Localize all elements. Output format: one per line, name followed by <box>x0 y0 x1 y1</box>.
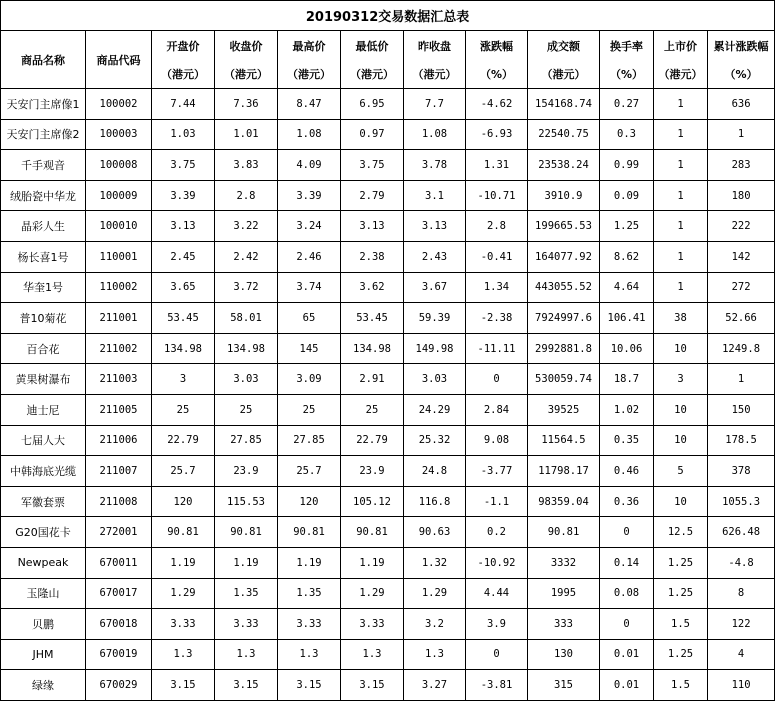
cell-value: 3.33 <box>152 609 215 640</box>
cell-value: 272 <box>708 272 775 303</box>
cell-value: 3.67 <box>404 272 466 303</box>
cell-value: 110 <box>708 670 775 701</box>
cell-value: 25 <box>152 394 215 425</box>
cell-value: 3.27 <box>404 670 466 701</box>
cell-code: 272001 <box>86 517 152 548</box>
cell-code: 670011 <box>86 547 152 578</box>
cell-value: 1.29 <box>152 578 215 609</box>
cell-value: 3.74 <box>278 272 341 303</box>
cell-value: 315 <box>528 670 600 701</box>
cell-value: 154168.74 <box>528 89 600 120</box>
cell-code: 100009 <box>86 180 152 211</box>
cell-value: 0 <box>600 609 654 640</box>
cell-name: 天安门主席像1 <box>1 89 86 120</box>
header-label: 涨跌幅 <box>466 31 528 61</box>
cell-value: 283 <box>708 150 775 181</box>
cell-value: 0.08 <box>600 578 654 609</box>
cell-code: 110002 <box>86 272 152 303</box>
cell-value: 4.64 <box>600 272 654 303</box>
table-row <box>1 180 775 211</box>
table-row <box>1 639 775 670</box>
cell-value: 0.2 <box>466 517 528 548</box>
cell-value: 333 <box>528 609 600 640</box>
cell-value: 3.2 <box>404 609 466 640</box>
cell-value: 3 <box>654 364 708 395</box>
cell-value: 23.9 <box>341 456 404 487</box>
cell-value: 1.25 <box>654 578 708 609</box>
header-unit: （港元） <box>215 60 278 89</box>
cell-value: 0.01 <box>600 639 654 670</box>
cell-value: 3.33 <box>341 609 404 640</box>
cell-value: 90.63 <box>404 517 466 548</box>
cell-value: 443055.52 <box>528 272 600 303</box>
cell-value: 90.81 <box>341 517 404 548</box>
cell-value: 90.81 <box>528 517 600 548</box>
cell-value: 90.81 <box>152 517 215 548</box>
cell-value: 134.98 <box>215 333 278 364</box>
table-row <box>1 89 775 120</box>
cell-code: 211006 <box>86 425 152 456</box>
cell-value: 3.78 <box>404 150 466 181</box>
cell-code: 211002 <box>86 333 152 364</box>
cell-value: 1.19 <box>215 547 278 578</box>
cell-value: 22540.75 <box>528 119 600 150</box>
cell-value: 1.25 <box>600 211 654 242</box>
cell-code: 211003 <box>86 364 152 395</box>
cell-value: 65 <box>278 303 341 334</box>
cell-value: 1 <box>654 272 708 303</box>
cell-value: 2.45 <box>152 241 215 272</box>
cell-name: 杨长喜1号 <box>1 241 86 272</box>
cell-name: 迪士尼 <box>1 394 86 425</box>
cell-value: 24.8 <box>404 456 466 487</box>
cell-value: 3.72 <box>215 272 278 303</box>
cell-value: 25.32 <box>404 425 466 456</box>
cell-value: 10.06 <box>600 333 654 364</box>
cell-value: 120 <box>152 486 215 517</box>
cell-value: 1 <box>654 241 708 272</box>
cell-code: 211005 <box>86 394 152 425</box>
cell-value: 1.3 <box>278 639 341 670</box>
cell-value: 2.84 <box>466 394 528 425</box>
cell-value: 106.41 <box>600 303 654 334</box>
cell-name: 千手观音 <box>1 150 86 181</box>
cell-value: 7.44 <box>152 89 215 120</box>
cell-value: 626.48 <box>708 517 775 548</box>
cell-name: 华奎1号 <box>1 272 86 303</box>
cell-value: 2.42 <box>215 241 278 272</box>
cell-value: 23.9 <box>215 456 278 487</box>
cell-value: 6.95 <box>341 89 404 120</box>
cell-value: 3.75 <box>152 150 215 181</box>
cell-value: 39525 <box>528 394 600 425</box>
cell-value: 1.3 <box>215 639 278 670</box>
table-row <box>1 547 775 578</box>
cell-value: 8 <box>708 578 775 609</box>
cell-value: 4 <box>708 639 775 670</box>
cell-value: 90.81 <box>278 517 341 548</box>
cell-code: 670017 <box>86 578 152 609</box>
cell-value: 1.5 <box>654 609 708 640</box>
cell-value: 53.45 <box>341 303 404 334</box>
cell-value: 3.39 <box>152 180 215 211</box>
table-row <box>1 609 775 640</box>
cell-value: -1.1 <box>466 486 528 517</box>
cell-value: 3.1 <box>404 180 466 211</box>
cell-value: 1249.8 <box>708 333 775 364</box>
cell-value: 25 <box>215 394 278 425</box>
header-label: 上市价 <box>654 31 708 61</box>
cell-code: 100008 <box>86 150 152 181</box>
cell-value: 25.7 <box>278 456 341 487</box>
cell-name: G20国花卡 <box>1 517 86 548</box>
cell-value: 3.15 <box>152 670 215 701</box>
table-row <box>1 456 775 487</box>
cell-code: 670029 <box>86 670 152 701</box>
cell-value: -11.11 <box>466 333 528 364</box>
cell-value: 8.47 <box>278 89 341 120</box>
cell-value: 3.15 <box>278 670 341 701</box>
cell-value: 1.19 <box>152 547 215 578</box>
header-label: 昨收盘 <box>404 31 466 61</box>
table-row <box>1 670 775 701</box>
cell-value: 178.5 <box>708 425 775 456</box>
cell-value: 52.66 <box>708 303 775 334</box>
cell-value: -3.81 <box>466 670 528 701</box>
header-code: 商品代码 <box>86 31 152 89</box>
cell-value: 1.08 <box>278 119 341 150</box>
cell-value: 1.25 <box>654 639 708 670</box>
header-unit: （港元） <box>404 60 466 89</box>
header-unit: （%） <box>466 60 528 89</box>
table-row <box>1 119 775 150</box>
table-row <box>1 150 775 181</box>
cell-name: 绿缘 <box>1 670 86 701</box>
cell-value: 3.13 <box>152 211 215 242</box>
cell-value: 120 <box>278 486 341 517</box>
cell-code: 670019 <box>86 639 152 670</box>
cell-value: 58.01 <box>215 303 278 334</box>
cell-value: 3 <box>152 364 215 395</box>
cell-name: 天安门主席像2 <box>1 119 86 150</box>
cell-value: 1.29 <box>404 578 466 609</box>
cell-name: 中韩海底光缆 <box>1 456 86 487</box>
cell-value: 3.39 <box>278 180 341 211</box>
cell-value: 22.79 <box>341 425 404 456</box>
cell-value: 7.7 <box>404 89 466 120</box>
cell-value: 149.98 <box>404 333 466 364</box>
cell-value: 0 <box>466 364 528 395</box>
cell-value: 1 <box>708 119 775 150</box>
header-label: 开盘价 <box>152 31 215 61</box>
cell-value: 4.44 <box>466 578 528 609</box>
cell-value: -3.77 <box>466 456 528 487</box>
cell-value: 1.08 <box>404 119 466 150</box>
cell-value: 98359.04 <box>528 486 600 517</box>
cell-value: 10 <box>654 333 708 364</box>
cell-value: 0.01 <box>600 670 654 701</box>
cell-value: 2.8 <box>466 211 528 242</box>
cell-code: 211008 <box>86 486 152 517</box>
cell-value: 3.13 <box>404 211 466 242</box>
cell-value: 1055.3 <box>708 486 775 517</box>
cell-value: 130 <box>528 639 600 670</box>
cell-value: 0.97 <box>341 119 404 150</box>
table-row <box>1 333 775 364</box>
cell-value: 150 <box>708 394 775 425</box>
cell-value: 3.24 <box>278 211 341 242</box>
cell-value: 0.3 <box>600 119 654 150</box>
cell-value: 1.3 <box>152 639 215 670</box>
cell-value: 2.46 <box>278 241 341 272</box>
cell-value: 23538.24 <box>528 150 600 181</box>
cell-value: 1 <box>654 150 708 181</box>
cell-value: 1.32 <box>404 547 466 578</box>
table-row <box>1 211 775 242</box>
cell-value: 2.79 <box>341 180 404 211</box>
cell-value: 7.36 <box>215 89 278 120</box>
cell-value: 18.7 <box>600 364 654 395</box>
cell-value: 1.25 <box>654 547 708 578</box>
cell-value: 0.35 <box>600 425 654 456</box>
cell-value: 1.34 <box>466 272 528 303</box>
cell-name: JHM <box>1 639 86 670</box>
cell-value: 10 <box>654 425 708 456</box>
cell-value: 2.43 <box>404 241 466 272</box>
cell-value: 636 <box>708 89 775 120</box>
cell-value: 222 <box>708 211 775 242</box>
cell-value: 90.81 <box>215 517 278 548</box>
cell-value: 8.62 <box>600 241 654 272</box>
cell-value: 1.35 <box>215 578 278 609</box>
table-row <box>1 394 775 425</box>
table-row <box>1 303 775 334</box>
header-label: 累计涨跌幅 <box>708 31 775 61</box>
cell-value: 4.09 <box>278 150 341 181</box>
cell-value: 3.03 <box>404 364 466 395</box>
cell-value: 0 <box>600 517 654 548</box>
header-unit: （港元） <box>654 60 708 89</box>
cell-name: 七届人大 <box>1 425 86 456</box>
cell-value: 1.5 <box>654 670 708 701</box>
cell-value: 59.39 <box>404 303 466 334</box>
cell-value: 53.45 <box>152 303 215 334</box>
cell-value: 2992881.8 <box>528 333 600 364</box>
cell-value: 3.75 <box>341 150 404 181</box>
cell-value: 0.09 <box>600 180 654 211</box>
header-name: 商品名称 <box>1 31 86 89</box>
cell-value: 1995 <box>528 578 600 609</box>
cell-code: 100002 <box>86 89 152 120</box>
cell-value: 10 <box>654 394 708 425</box>
cell-name: 玉隆山 <box>1 578 86 609</box>
cell-value: 1.02 <box>600 394 654 425</box>
cell-name: 绒胎瓷中华龙 <box>1 180 86 211</box>
cell-value: 530059.74 <box>528 364 600 395</box>
cell-value: 5 <box>654 456 708 487</box>
table-row <box>1 364 775 395</box>
cell-value: 7924997.6 <box>528 303 600 334</box>
cell-value: 38 <box>654 303 708 334</box>
cell-value: 3.03 <box>215 364 278 395</box>
cell-value: 0.27 <box>600 89 654 120</box>
cell-name: 军徽套票 <box>1 486 86 517</box>
cell-value: 378 <box>708 456 775 487</box>
cell-value: 3.15 <box>215 670 278 701</box>
cell-code: 211001 <box>86 303 152 334</box>
cell-value: 145 <box>278 333 341 364</box>
cell-value: 134.98 <box>152 333 215 364</box>
cell-value: 3.15 <box>341 670 404 701</box>
cell-value: 1.19 <box>278 547 341 578</box>
table-row <box>1 486 775 517</box>
cell-value: 1 <box>654 89 708 120</box>
cell-value: 0.46 <box>600 456 654 487</box>
cell-value: 0.14 <box>600 547 654 578</box>
cell-value: 3.22 <box>215 211 278 242</box>
table-row <box>1 241 775 272</box>
cell-value: 115.53 <box>215 486 278 517</box>
cell-value: 25.7 <box>152 456 215 487</box>
cell-name: Newpeak <box>1 547 86 578</box>
cell-value: 25 <box>341 394 404 425</box>
cell-value: -10.92 <box>466 547 528 578</box>
header-unit: （%） <box>600 60 654 89</box>
cell-value: 3.13 <box>341 211 404 242</box>
cell-value: 180 <box>708 180 775 211</box>
cell-name: 黄果树瀑布 <box>1 364 86 395</box>
header-label: 收盘价 <box>215 31 278 61</box>
cell-value: 2.8 <box>215 180 278 211</box>
header-unit: （港元） <box>528 60 600 89</box>
cell-name: 百合花 <box>1 333 86 364</box>
cell-value: -0.41 <box>466 241 528 272</box>
cell-value: 11564.5 <box>528 425 600 456</box>
cell-name: 贝鹏 <box>1 609 86 640</box>
cell-value: 10 <box>654 486 708 517</box>
cell-value: 164077.92 <box>528 241 600 272</box>
cell-value: 1.31 <box>466 150 528 181</box>
cell-value: 3.65 <box>152 272 215 303</box>
cell-value: -2.38 <box>466 303 528 334</box>
header-label: 最低价 <box>341 31 404 61</box>
cell-value: 1 <box>708 364 775 395</box>
cell-value: 1.01 <box>215 119 278 150</box>
cell-code: 670018 <box>86 609 152 640</box>
cell-value: 1.19 <box>341 547 404 578</box>
cell-value: 1.29 <box>341 578 404 609</box>
cell-value: 3.09 <box>278 364 341 395</box>
table-row <box>1 578 775 609</box>
cell-value: -6.93 <box>466 119 528 150</box>
header-unit: （%） <box>708 60 775 89</box>
cell-value: 27.85 <box>215 425 278 456</box>
header-label: 最高价 <box>278 31 341 61</box>
cell-value: 116.8 <box>404 486 466 517</box>
cell-value: 1.3 <box>404 639 466 670</box>
cell-value: 122 <box>708 609 775 640</box>
cell-value: 25 <box>278 394 341 425</box>
cell-value: 0.36 <box>600 486 654 517</box>
cell-value: 134.98 <box>341 333 404 364</box>
cell-value: 12.5 <box>654 517 708 548</box>
cell-value: 2.38 <box>341 241 404 272</box>
cell-value: -4.62 <box>466 89 528 120</box>
header-unit: （港元） <box>278 60 341 89</box>
cell-name: 普10菊花 <box>1 303 86 334</box>
cell-value: 11798.17 <box>528 456 600 487</box>
cell-code: 100003 <box>86 119 152 150</box>
cell-value: 1 <box>654 211 708 242</box>
cell-value: 0 <box>466 639 528 670</box>
cell-value: 1 <box>654 180 708 211</box>
cell-value: 3.9 <box>466 609 528 640</box>
cell-value: -4.8 <box>708 547 775 578</box>
table-row <box>1 425 775 456</box>
cell-value: 1.3 <box>341 639 404 670</box>
header-unit: （港元） <box>341 60 404 89</box>
cell-value: 1.03 <box>152 119 215 150</box>
cell-value: 24.29 <box>404 394 466 425</box>
cell-value: 2.91 <box>341 364 404 395</box>
cell-value: 0.99 <box>600 150 654 181</box>
cell-code: 110001 <box>86 241 152 272</box>
cell-code: 211007 <box>86 456 152 487</box>
cell-value: -10.71 <box>466 180 528 211</box>
cell-value: 3.62 <box>341 272 404 303</box>
cell-value: 22.79 <box>152 425 215 456</box>
cell-value: 3.33 <box>278 609 341 640</box>
cell-value: 199665.53 <box>528 211 600 242</box>
cell-value: 3332 <box>528 547 600 578</box>
table-title: 20190312交易数据汇总表 <box>1 1 775 31</box>
cell-code: 100010 <box>86 211 152 242</box>
cell-value: 1 <box>654 119 708 150</box>
cell-value: 3.33 <box>215 609 278 640</box>
cell-value: 3.83 <box>215 150 278 181</box>
cell-value: 1.35 <box>278 578 341 609</box>
header-unit: （港元） <box>152 60 215 89</box>
header-label: 成交额 <box>528 31 600 61</box>
cell-value: 27.85 <box>278 425 341 456</box>
header-label: 换手率 <box>600 31 654 61</box>
cell-value: 105.12 <box>341 486 404 517</box>
table-row <box>1 517 775 548</box>
cell-value: 142 <box>708 241 775 272</box>
cell-value: 3910.9 <box>528 180 600 211</box>
cell-name: 晶彩人生 <box>1 211 86 242</box>
cell-value: 9.08 <box>466 425 528 456</box>
table-row <box>1 272 775 303</box>
